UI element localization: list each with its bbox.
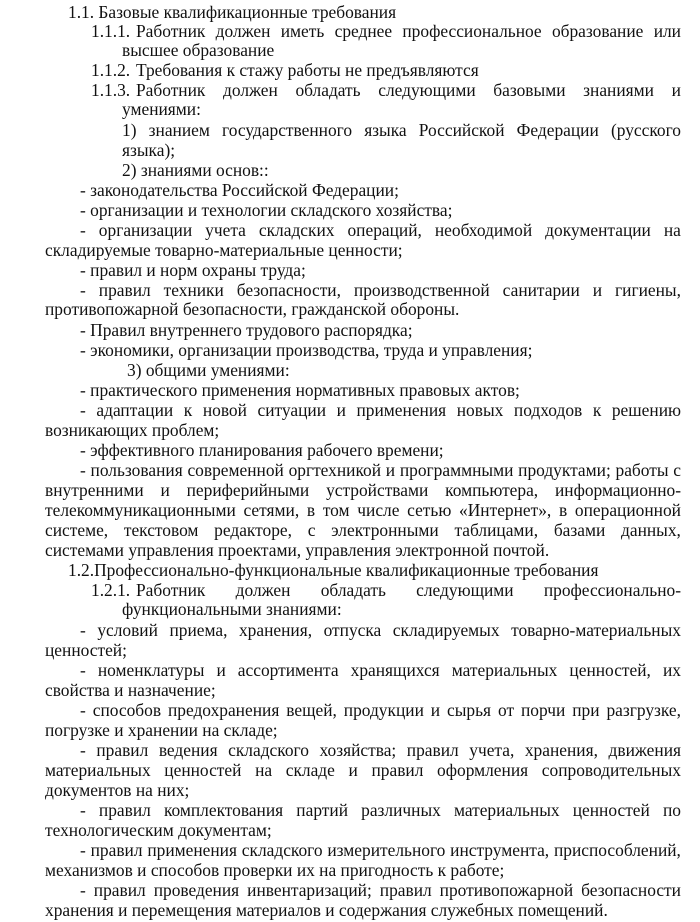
word: правил — [93, 880, 146, 900]
item-number-1-1-2: 1.1.2. — [91, 60, 131, 80]
word: применения — [356, 400, 447, 420]
word: хранения, — [238, 620, 313, 640]
word: складского — [241, 840, 323, 860]
word: материальных — [453, 800, 560, 820]
word: 1) — [122, 120, 137, 140]
word: профессиональное — [402, 21, 542, 41]
word: - — [80, 280, 86, 300]
word: государственного — [222, 120, 353, 140]
list-item — [45, 760, 681, 780]
word: безопасности — [581, 880, 681, 900]
word: организации — [98, 220, 193, 240]
word: складируемых — [392, 620, 500, 640]
item-1-2-1-line: функциональными знаниями: — [122, 599, 342, 619]
word: и — [385, 460, 396, 480]
word: - — [80, 880, 86, 900]
word: - — [80, 620, 86, 640]
word: производственной — [353, 280, 490, 300]
subitem-general-skills: 3) общими умениями: — [127, 360, 290, 380]
word: числе — [357, 500, 400, 520]
subitem-state-language: языка); — [122, 140, 176, 160]
word: - — [80, 740, 86, 760]
word: противопожарной — [439, 880, 574, 900]
word: операционной — [574, 500, 681, 520]
word: правил — [96, 740, 149, 760]
subitem-state-language — [122, 120, 681, 140]
word: хранящихся — [350, 660, 440, 680]
list-item: - организации и технологии складского хозяйства; — [80, 200, 453, 220]
list-item: ценностей; — [45, 640, 127, 660]
word: компьютера, — [445, 480, 539, 500]
word: отпуска — [323, 620, 382, 640]
word: гигиены, — [615, 280, 681, 300]
word: и — [671, 80, 681, 100]
item-number-1-1-3: 1.1.3. — [91, 80, 131, 100]
list-item — [80, 740, 681, 760]
word: инструмента, — [450, 840, 550, 860]
list-item — [80, 800, 681, 820]
list-item: погрузке и хранении на складе; — [45, 720, 278, 740]
word: «Интернет», — [459, 500, 552, 520]
word: продуктами; — [518, 460, 611, 480]
word: новой — [202, 400, 247, 420]
list-item: - законодательства Российской Федерации; — [80, 180, 399, 200]
word: данных, — [621, 520, 681, 540]
word: необходимой — [434, 220, 533, 240]
word: информационно- — [554, 480, 681, 500]
word: номенклатуры — [97, 660, 205, 680]
word: иметь — [280, 21, 325, 41]
word: порчи — [520, 700, 566, 720]
word: следующими — [378, 80, 476, 100]
word: - — [80, 660, 86, 680]
word: адаптации — [96, 400, 174, 420]
word: - — [80, 220, 86, 240]
list-item: хранения и перемещения материалов и содержания служебных помещений. — [45, 900, 608, 920]
list-item: свойства и назначение; — [45, 680, 216, 700]
list-item — [80, 400, 681, 420]
list-item: - экономики, организации производства, труда и управления; — [80, 340, 533, 360]
word: текстовом — [123, 520, 199, 540]
section-heading-1-1: 1.1. Базовые квалификационные требования — [68, 2, 397, 22]
word: ценностей — [572, 800, 650, 820]
word: - — [80, 800, 86, 820]
word: при — [572, 700, 600, 720]
word: знанием — [148, 120, 210, 140]
item-1-1-1-line — [136, 21, 681, 41]
word: от — [497, 700, 515, 720]
list-item: документов на них; — [45, 780, 190, 800]
list-item — [80, 840, 681, 860]
word: хранения, — [524, 740, 598, 760]
word: системе, — [45, 520, 109, 540]
word: электронными — [331, 520, 439, 540]
list-item: системами управления проектами, управления электронной почтой. — [45, 540, 550, 560]
list-item — [45, 500, 681, 520]
word: к — [183, 400, 193, 420]
word: ценностей, — [569, 660, 651, 680]
word: с — [307, 520, 316, 540]
list-item: - практического применения нормативных правовых актов; — [80, 380, 520, 400]
word: следующими — [416, 580, 514, 600]
word: партий — [296, 800, 349, 820]
word: правил — [379, 880, 432, 900]
list-item: - эффективного планирования рабочего времени; — [80, 440, 444, 460]
list-item: противопожарной безопасности, гражданской обороны. — [45, 299, 460, 319]
word: языка — [364, 120, 407, 140]
word: знаниями — [583, 80, 654, 100]
word: правил — [406, 740, 459, 760]
word: сопроводительных — [541, 760, 681, 780]
word: материальных — [451, 660, 558, 680]
word: Российской — [418, 120, 505, 140]
word: различных — [361, 800, 441, 820]
item-1-1-1-line: высшее образование — [122, 40, 275, 60]
word: приема, — [169, 620, 228, 640]
list-item — [80, 620, 681, 640]
word: и — [348, 760, 358, 780]
word: - — [80, 460, 86, 480]
word: приспособлений, — [553, 840, 681, 860]
word: правил — [98, 280, 151, 300]
word: пользования — [90, 460, 183, 480]
word: оргтехникой — [288, 460, 382, 480]
word: - — [80, 700, 86, 720]
word: программными — [399, 460, 514, 480]
item-1-1-3-line — [136, 80, 681, 100]
word: учета — [205, 220, 246, 240]
word: по — [662, 800, 681, 820]
word: сырья — [447, 700, 492, 720]
word: ассортимента — [237, 660, 339, 680]
word: техники — [163, 280, 224, 300]
word: складе — [285, 760, 335, 780]
word: продукции — [343, 700, 424, 720]
word: условий — [97, 620, 158, 640]
word: (русского — [610, 120, 681, 140]
word: способов — [92, 700, 162, 720]
word: складского — [228, 740, 309, 760]
word: подходов — [513, 400, 583, 420]
word: движения — [608, 740, 681, 760]
list-item — [80, 280, 681, 300]
word: базами — [553, 520, 606, 540]
word: применения — [147, 840, 237, 860]
word: хозяйства; — [319, 740, 397, 760]
word: Федерации — [516, 120, 599, 140]
list-item: - правил и норм охраны труда; — [80, 260, 306, 280]
word: решению — [611, 400, 681, 420]
word: Работник — [136, 580, 206, 600]
word: должен — [223, 80, 278, 100]
word: измерительного — [327, 840, 446, 860]
word: и — [160, 480, 170, 500]
item-number-1-1-1: 1.1.1. — [91, 21, 131, 41]
list-item — [80, 460, 681, 480]
list-item — [80, 700, 681, 720]
word: комплектования — [163, 800, 284, 820]
word: новых — [456, 400, 504, 420]
list-item — [45, 520, 681, 540]
list-item — [80, 660, 681, 680]
list-item — [80, 220, 681, 240]
section-heading-1-2: 1.2.Профессионально-функциональные квалификационные требования — [68, 560, 599, 580]
list-item: - Правил внутреннего трудового распорядка; — [80, 320, 413, 340]
subitem-knowledge-basics: 2) знаниями основ:: — [122, 160, 269, 180]
word: правил — [98, 800, 151, 820]
word: вещей, — [286, 700, 337, 720]
word: базовыми — [493, 80, 566, 100]
word: периферийными — [186, 480, 310, 500]
word: и — [336, 400, 346, 420]
word: с — [673, 460, 681, 480]
word: ведения — [158, 740, 218, 760]
word: в — [306, 500, 316, 520]
list-item: возникающих проблем; — [45, 420, 220, 440]
word: учета, — [469, 740, 515, 760]
word: устройствами — [326, 480, 429, 500]
word: документации — [545, 220, 651, 240]
word: в — [558, 500, 568, 520]
word: Работник — [136, 21, 206, 41]
word: таблицами, — [454, 520, 539, 540]
word: Работник — [136, 80, 206, 100]
word: проведения — [153, 880, 240, 900]
word: работы — [615, 460, 669, 480]
word: и — [216, 660, 226, 680]
item-1-2-1-line — [136, 580, 681, 600]
word: их — [662, 660, 681, 680]
word: инвентаризаций; — [247, 880, 372, 900]
list-item — [80, 880, 681, 900]
word: складских — [258, 220, 335, 240]
item-1-1-3-line: умениями: — [122, 99, 201, 119]
word: ценностей — [164, 760, 242, 780]
word: предохранения — [167, 700, 280, 720]
word: разгрузке, — [606, 700, 681, 720]
list-item: механизмов и способов проверки их на пригодность к работе; — [45, 860, 505, 880]
word: и — [430, 700, 441, 720]
word: сетями, — [243, 500, 300, 520]
word: оформления — [437, 760, 529, 780]
word: санитарии — [502, 280, 580, 300]
word: обладать — [320, 580, 386, 600]
word: или — [653, 21, 681, 41]
word: и — [592, 280, 603, 300]
word: образование — [551, 21, 644, 41]
list-item — [45, 480, 681, 500]
word: телекоммуникационными — [45, 500, 236, 520]
list-item: складируемые товарно-материальные ценности; — [45, 240, 403, 260]
word: внутренними — [45, 480, 144, 500]
word: должен — [235, 580, 291, 600]
word: - — [80, 400, 86, 420]
word: на — [663, 220, 681, 240]
word: - — [80, 840, 86, 860]
word: профессионально- — [543, 580, 681, 600]
word: редакторе, — [214, 520, 292, 540]
word: материальных — [45, 760, 151, 780]
item-1-1-2-text: Требования к стажу работы не предъявляются — [136, 60, 479, 80]
word: на — [255, 760, 273, 780]
word: к — [592, 400, 602, 420]
word: операций, — [347, 220, 422, 240]
word: правил — [90, 840, 143, 860]
item-number-1-2-1: 1.2.1. — [91, 580, 131, 600]
word: том — [322, 500, 350, 520]
word: современной — [187, 460, 284, 480]
word: безопасности, — [236, 280, 341, 300]
word: сетью — [407, 500, 452, 520]
word: среднее — [334, 21, 393, 41]
word: правил — [371, 760, 424, 780]
word: должен — [215, 21, 271, 41]
word: ситуации — [257, 400, 327, 420]
word: обладать — [295, 80, 361, 100]
word: товарно-материальных — [511, 620, 681, 640]
list-item: технологическим документам; — [45, 820, 272, 840]
